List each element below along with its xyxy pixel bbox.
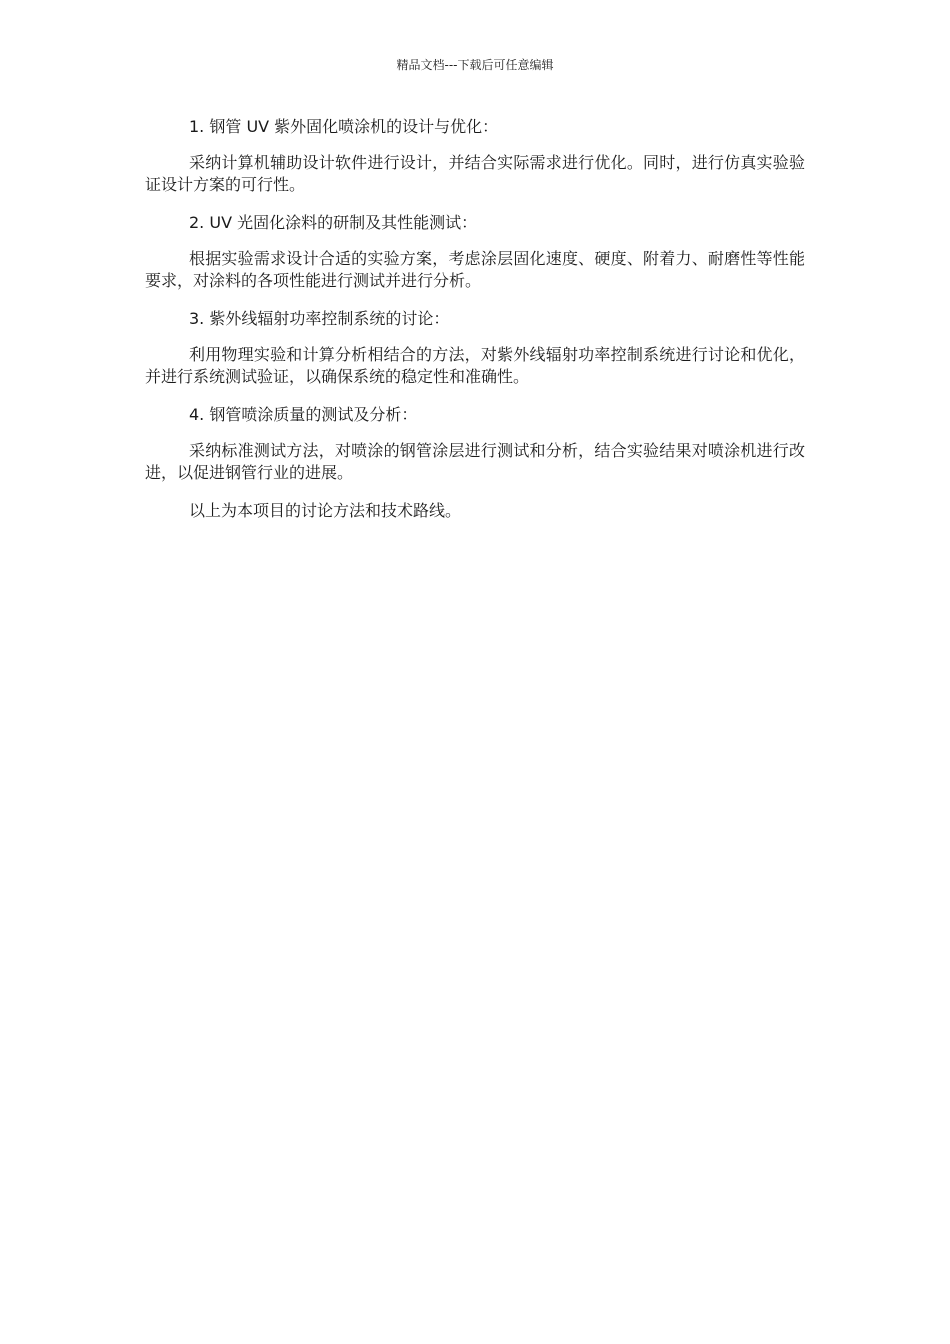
page-header: 精品文档---下载后可任意编辑	[396, 58, 554, 72]
section-heading-4: 4. 钢管喷涂质量的测试及分析：	[189, 405, 418, 424]
document-body	[145, 116, 805, 538]
closing-paragraph: 以上为本项目的讨论方法和技术路线。	[189, 501, 462, 520]
section-body-3: 利用物理实验和计算分析相结合的方法，对紫外线辐射功率控制系统进行讨论和优化，并进行系统测试验证，以确保系统的稳定性和准确性。	[145, 345, 805, 386]
section-heading-1: 1. 钢管 UV 紫外固化喷涂机的设计与优化：	[189, 117, 499, 136]
section-body-4: 采纳标准测试方法，对喷涂的钢管涂层进行测试和分析，结合实验结果对喷涂机进行改进，以促进钢管行业的进展。	[145, 441, 805, 482]
section-body-2: 根据实验需求设计合适的实验方案，考虑涂层固化速度、硬度、附着力、耐磨性等性能要求，对涂料的各项性能进行测试并进行分析。	[145, 249, 805, 290]
section-heading-3: 3. 紫外线辐射功率控制系统的讨论：	[189, 309, 450, 328]
section-heading-2: 2. UV 光固化涂料的研制及其性能测试：	[189, 213, 478, 232]
section-body-1: 采纳计算机辅助设计软件进行设计，并结合实际需求进行优化。同时，进行仿真实验验证设计方案的可行性。	[145, 153, 805, 194]
